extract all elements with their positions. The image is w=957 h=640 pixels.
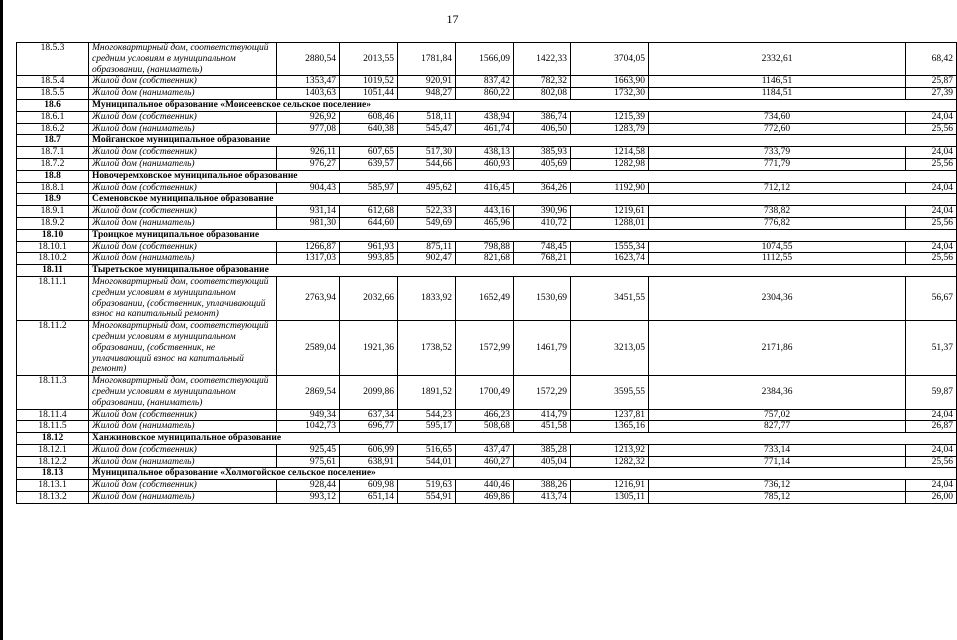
value-cell: 508,68 — [456, 421, 514, 433]
value-cell: 460,27 — [456, 456, 514, 468]
row-code: 18.12.1 — [17, 444, 89, 456]
value-cell: 1266,87 — [277, 241, 340, 253]
value-cell: 993,85 — [340, 253, 398, 265]
page-edge-bar — [0, 0, 3, 640]
value-cell: 1732,30 — [571, 88, 649, 100]
value-cell: 931,14 — [277, 206, 340, 218]
table-body — [17, 43, 957, 504]
row-name: Жилой дом (собственник) — [89, 409, 277, 421]
table-row — [17, 253, 957, 265]
table-row — [17, 492, 957, 504]
table-row — [17, 456, 957, 468]
row-code: 18.11.5 — [17, 421, 89, 433]
row-code: 18.5.3 — [17, 43, 89, 76]
row-code: 18.12.2 — [17, 456, 89, 468]
row-name: Жилой дом (собственник) — [89, 480, 277, 492]
value-cell: 837,42 — [456, 76, 514, 88]
row-name: Многоквартирный дом, соответствующий средним условиям в муниципальном образовании, (собственник, уплачивающий взнос на капитальный ремонт) — [89, 276, 277, 320]
row-name: Жилой дом (наниматель) — [89, 217, 277, 229]
value-cell: 24,04 — [906, 206, 957, 218]
value-cell: 776,82 — [649, 217, 906, 229]
row-code: 18.11.2 — [17, 321, 89, 376]
row-name: Жилой дом (собственник) — [89, 206, 277, 218]
value-cell: 975,61 — [277, 456, 340, 468]
section-code: 18.9 — [17, 194, 89, 206]
value-cell: 461,74 — [456, 123, 514, 135]
value-cell: 24,04 — [906, 147, 957, 159]
value-cell: 554,91 — [398, 492, 456, 504]
value-cell: 1555,34 — [571, 241, 649, 253]
row-code: 18.9.2 — [17, 217, 89, 229]
value-cell: 976,27 — [277, 158, 340, 170]
value-cell: 651,14 — [340, 492, 398, 504]
value-cell: 405,04 — [514, 456, 571, 468]
value-cell: 24,04 — [906, 182, 957, 194]
value-cell: 390,96 — [514, 206, 571, 218]
value-cell: 519,63 — [398, 480, 456, 492]
row-code: 18.11.1 — [17, 276, 89, 320]
value-cell: 544,66 — [398, 158, 456, 170]
value-cell: 405,69 — [514, 158, 571, 170]
value-cell: 2589,04 — [277, 321, 340, 376]
value-cell: 1051,44 — [340, 88, 398, 100]
value-cell: 768,21 — [514, 253, 571, 265]
section-code: 18.8 — [17, 170, 89, 182]
value-cell: 875,11 — [398, 241, 456, 253]
value-cell: 644,60 — [340, 217, 398, 229]
value-cell: 25,56 — [906, 456, 957, 468]
value-cell: 640,38 — [340, 123, 398, 135]
value-cell: 25,87 — [906, 76, 957, 88]
value-cell: 1237,81 — [571, 409, 649, 421]
section-row — [17, 194, 957, 206]
value-cell: 385,93 — [514, 147, 571, 159]
value-cell: 1288,01 — [571, 217, 649, 229]
value-cell: 1219,61 — [571, 206, 649, 218]
value-cell: 443,16 — [456, 206, 514, 218]
table-row — [17, 88, 957, 100]
value-cell: 595,17 — [398, 421, 456, 433]
value-cell: 3451,55 — [571, 276, 649, 320]
value-cell: 609,98 — [340, 480, 398, 492]
value-cell: 437,47 — [456, 444, 514, 456]
row-name: Многоквартирный дом, соответствующий средним условиям в муниципальном образовании, (наниматель) — [89, 376, 277, 409]
table-row — [17, 206, 957, 218]
section-title: Мойганское муниципальное образование — [89, 135, 957, 147]
value-cell: 25,56 — [906, 217, 957, 229]
value-cell: 637,34 — [340, 409, 398, 421]
value-cell: 27,39 — [906, 88, 957, 100]
value-cell: 469,86 — [456, 492, 514, 504]
row-name: Жилой дом (собственник) — [89, 182, 277, 194]
value-cell: 388,26 — [514, 480, 571, 492]
row-name: Жилой дом (собственник) — [89, 241, 277, 253]
value-cell: 1283,79 — [571, 123, 649, 135]
value-cell: 495,62 — [398, 182, 456, 194]
value-cell: 1192,90 — [571, 182, 649, 194]
value-cell: 612,68 — [340, 206, 398, 218]
value-cell: 438,13 — [456, 147, 514, 159]
value-cell: 1530,69 — [514, 276, 571, 320]
value-cell: 738,82 — [649, 206, 906, 218]
section-row — [17, 265, 957, 277]
value-cell: 926,92 — [277, 111, 340, 123]
value-cell: 24,04 — [906, 444, 957, 456]
value-cell: 2171,86 — [649, 321, 906, 376]
value-cell: 771,14 — [649, 456, 906, 468]
section-title: Муниципальное образование «Моисеевское сельское поселение» — [89, 99, 957, 111]
value-cell: 26,87 — [906, 421, 957, 433]
table-row — [17, 158, 957, 170]
section-code: 18.13 — [17, 468, 89, 480]
value-cell: 948,27 — [398, 88, 456, 100]
row-name: Многоквартирный дом, соответствующий средним условиям в муниципальном образовании, (собственник, не уплачивающий взнос на капитальный ремонт) — [89, 321, 277, 376]
value-cell: 3704,05 — [571, 43, 649, 76]
table-row — [17, 147, 957, 159]
row-code: 18.11.4 — [17, 409, 89, 421]
value-cell: 24,04 — [906, 111, 957, 123]
row-name: Жилой дом (собственник) — [89, 444, 277, 456]
table-row — [17, 111, 957, 123]
value-cell: 2880,54 — [277, 43, 340, 76]
value-cell: 1365,16 — [571, 421, 649, 433]
value-cell: 2013,55 — [340, 43, 398, 76]
section-row — [17, 135, 957, 147]
table-row — [17, 421, 957, 433]
row-code: 18.8.1 — [17, 182, 89, 194]
value-cell: 518,11 — [398, 111, 456, 123]
value-cell: 25,56 — [906, 123, 957, 135]
row-code: 18.11.3 — [17, 376, 89, 409]
value-cell: 928,44 — [277, 480, 340, 492]
value-cell: 3595,55 — [571, 376, 649, 409]
row-code: 18.13.2 — [17, 492, 89, 504]
section-code: 18.11 — [17, 265, 89, 277]
value-cell: 1216,91 — [571, 480, 649, 492]
value-cell: 1305,11 — [571, 492, 649, 504]
value-cell: 2763,94 — [277, 276, 340, 320]
row-name: Жилой дом (наниматель) — [89, 456, 277, 468]
table-row — [17, 241, 957, 253]
value-cell: 24,04 — [906, 409, 957, 421]
value-cell: 1215,39 — [571, 111, 649, 123]
value-cell: 440,46 — [456, 480, 514, 492]
section-title: Новочеремховское муниципальное образование — [89, 170, 957, 182]
value-cell: 1663,90 — [571, 76, 649, 88]
value-cell: 544,01 — [398, 456, 456, 468]
row-code: 18.7.2 — [17, 158, 89, 170]
value-cell: 59,87 — [906, 376, 957, 409]
row-code: 18.10.2 — [17, 253, 89, 265]
value-cell: 1921,36 — [340, 321, 398, 376]
value-cell: 414,79 — [514, 409, 571, 421]
section-row — [17, 229, 957, 241]
section-title: Тыретьское муниципальное образование — [89, 265, 957, 277]
row-name: Жилой дом (наниматель) — [89, 253, 277, 265]
row-code: 18.9.1 — [17, 206, 89, 218]
value-cell: 1781,84 — [398, 43, 456, 76]
value-cell: 1572,99 — [456, 321, 514, 376]
value-cell: 2332,61 — [649, 43, 906, 76]
value-cell: 606,99 — [340, 444, 398, 456]
value-cell: 1353,47 — [277, 76, 340, 88]
value-cell: 638,91 — [340, 456, 398, 468]
value-cell: 1623,74 — [571, 253, 649, 265]
value-cell: 1891,52 — [398, 376, 456, 409]
value-cell: 1833,92 — [398, 276, 456, 320]
value-cell: 1700,49 — [456, 376, 514, 409]
value-cell: 949,34 — [277, 409, 340, 421]
value-cell: 416,45 — [456, 182, 514, 194]
row-name: Жилой дом (наниматель) — [89, 158, 277, 170]
row-code: 18.7.1 — [17, 147, 89, 159]
value-cell: 26,00 — [906, 492, 957, 504]
table-row — [17, 276, 957, 320]
section-title: Ханжиновское муниципальное образование — [89, 433, 957, 445]
row-code: 18.5.5 — [17, 88, 89, 100]
value-cell: 1112,55 — [649, 253, 906, 265]
value-cell: 736,12 — [649, 480, 906, 492]
table-row — [17, 376, 957, 409]
value-cell: 860,22 — [456, 88, 514, 100]
value-cell: 25,56 — [906, 158, 957, 170]
section-title: Троицкое муниципальное образование — [89, 229, 957, 241]
row-name: Жилой дом (наниматель) — [89, 88, 277, 100]
row-code: 18.6.1 — [17, 111, 89, 123]
value-cell: 1184,51 — [649, 88, 906, 100]
table-row — [17, 409, 957, 421]
value-cell: 460,93 — [456, 158, 514, 170]
value-cell: 608,46 — [340, 111, 398, 123]
value-cell: 25,56 — [906, 253, 957, 265]
value-cell: 757,02 — [649, 409, 906, 421]
row-name: Жилой дом (наниматель) — [89, 123, 277, 135]
row-name: Жилой дом (собственник) — [89, 76, 277, 88]
row-code: 18.13.1 — [17, 480, 89, 492]
value-cell: 24,04 — [906, 480, 957, 492]
table-row — [17, 182, 957, 194]
row-name: Жилой дом (собственник) — [89, 111, 277, 123]
value-cell: 798,88 — [456, 241, 514, 253]
value-cell: 733,14 — [649, 444, 906, 456]
value-cell: 993,12 — [277, 492, 340, 504]
table-row — [17, 480, 957, 492]
value-cell: 522,33 — [398, 206, 456, 218]
value-cell: 545,47 — [398, 123, 456, 135]
value-cell: 1214,58 — [571, 147, 649, 159]
value-cell: 772,60 — [649, 123, 906, 135]
table-row — [17, 43, 957, 76]
value-cell: 549,69 — [398, 217, 456, 229]
value-cell: 1282,98 — [571, 158, 649, 170]
row-name: Жилой дом (собственник) — [89, 147, 277, 159]
value-cell: 24,04 — [906, 241, 957, 253]
value-cell: 771,79 — [649, 158, 906, 170]
value-cell: 1566,09 — [456, 43, 514, 76]
value-cell: 904,43 — [277, 182, 340, 194]
value-cell: 827,77 — [649, 421, 906, 433]
value-cell: 465,96 — [456, 217, 514, 229]
value-cell: 451,58 — [514, 421, 571, 433]
value-cell: 410,72 — [514, 217, 571, 229]
value-cell: 748,45 — [514, 241, 571, 253]
section-title: Семеновское муниципальное образование — [89, 194, 957, 206]
value-cell: 926,11 — [277, 147, 340, 159]
row-code: 18.6.2 — [17, 123, 89, 135]
value-cell: 385,28 — [514, 444, 571, 456]
value-cell: 1317,03 — [277, 253, 340, 265]
value-cell: 902,47 — [398, 253, 456, 265]
value-cell: 1074,55 — [649, 241, 906, 253]
row-name: Многоквартирный дом, соответствующий средним условиям в муниципальном образовании, (наниматель) — [89, 43, 277, 76]
value-cell: 696,77 — [340, 421, 398, 433]
value-cell: 734,60 — [649, 111, 906, 123]
value-cell: 712,12 — [649, 182, 906, 194]
value-cell: 68,42 — [906, 43, 957, 76]
row-name: Жилой дом (наниматель) — [89, 492, 277, 504]
value-cell: 386,74 — [514, 111, 571, 123]
value-cell: 2384,36 — [649, 376, 906, 409]
value-cell: 585,97 — [340, 182, 398, 194]
value-cell: 961,93 — [340, 241, 398, 253]
row-name: Жилой дом (наниматель) — [89, 421, 277, 433]
section-code: 18.12 — [17, 433, 89, 445]
value-cell: 785,12 — [649, 492, 906, 504]
value-cell: 639,57 — [340, 158, 398, 170]
table-row — [17, 217, 957, 229]
table-row — [17, 444, 957, 456]
value-cell: 1213,92 — [571, 444, 649, 456]
tariff-table — [16, 42, 957, 504]
row-code: 18.10.1 — [17, 241, 89, 253]
section-row — [17, 170, 957, 182]
value-cell: 51,37 — [906, 321, 957, 376]
value-cell: 782,32 — [514, 76, 571, 88]
value-cell: 977,08 — [277, 123, 340, 135]
page-number: 17 — [446, 12, 459, 26]
value-cell: 981,30 — [277, 217, 340, 229]
section-code: 18.7 — [17, 135, 89, 147]
value-cell: 607,65 — [340, 147, 398, 159]
value-cell: 364,26 — [514, 182, 571, 194]
value-cell: 920,91 — [398, 76, 456, 88]
value-cell: 3213,05 — [571, 321, 649, 376]
value-cell: 466,23 — [456, 409, 514, 421]
value-cell: 1652,49 — [456, 276, 514, 320]
value-cell: 517,30 — [398, 147, 456, 159]
table-row — [17, 76, 957, 88]
value-cell: 2032,66 — [340, 276, 398, 320]
value-cell: 1282,32 — [571, 456, 649, 468]
section-row — [17, 433, 957, 445]
table-row — [17, 321, 957, 376]
value-cell: 1572,29 — [514, 376, 571, 409]
section-row — [17, 468, 957, 480]
value-cell: 1403,63 — [277, 88, 340, 100]
value-cell: 1461,79 — [514, 321, 571, 376]
value-cell: 925,45 — [277, 444, 340, 456]
value-cell: 2099,86 — [340, 376, 398, 409]
value-cell: 413,74 — [514, 492, 571, 504]
value-cell: 1019,52 — [340, 76, 398, 88]
value-cell: 438,94 — [456, 111, 514, 123]
value-cell: 802,08 — [514, 88, 571, 100]
value-cell: 1422,33 — [514, 43, 571, 76]
value-cell: 2869,54 — [277, 376, 340, 409]
value-cell: 1042,73 — [277, 421, 340, 433]
table-row — [17, 123, 957, 135]
value-cell: 1146,51 — [649, 76, 906, 88]
row-code: 18.5.4 — [17, 76, 89, 88]
section-code: 18.6 — [17, 99, 89, 111]
value-cell: 544,23 — [398, 409, 456, 421]
section-row — [17, 99, 957, 111]
section-title: Муниципальное образование «Холмогойское сельское поселение» — [89, 468, 957, 480]
value-cell: 733,79 — [649, 147, 906, 159]
value-cell: 406,50 — [514, 123, 571, 135]
value-cell: 1738,52 — [398, 321, 456, 376]
value-cell: 56,67 — [906, 276, 957, 320]
value-cell: 2304,36 — [649, 276, 906, 320]
section-code: 18.10 — [17, 229, 89, 241]
value-cell: 821,68 — [456, 253, 514, 265]
value-cell: 516,65 — [398, 444, 456, 456]
